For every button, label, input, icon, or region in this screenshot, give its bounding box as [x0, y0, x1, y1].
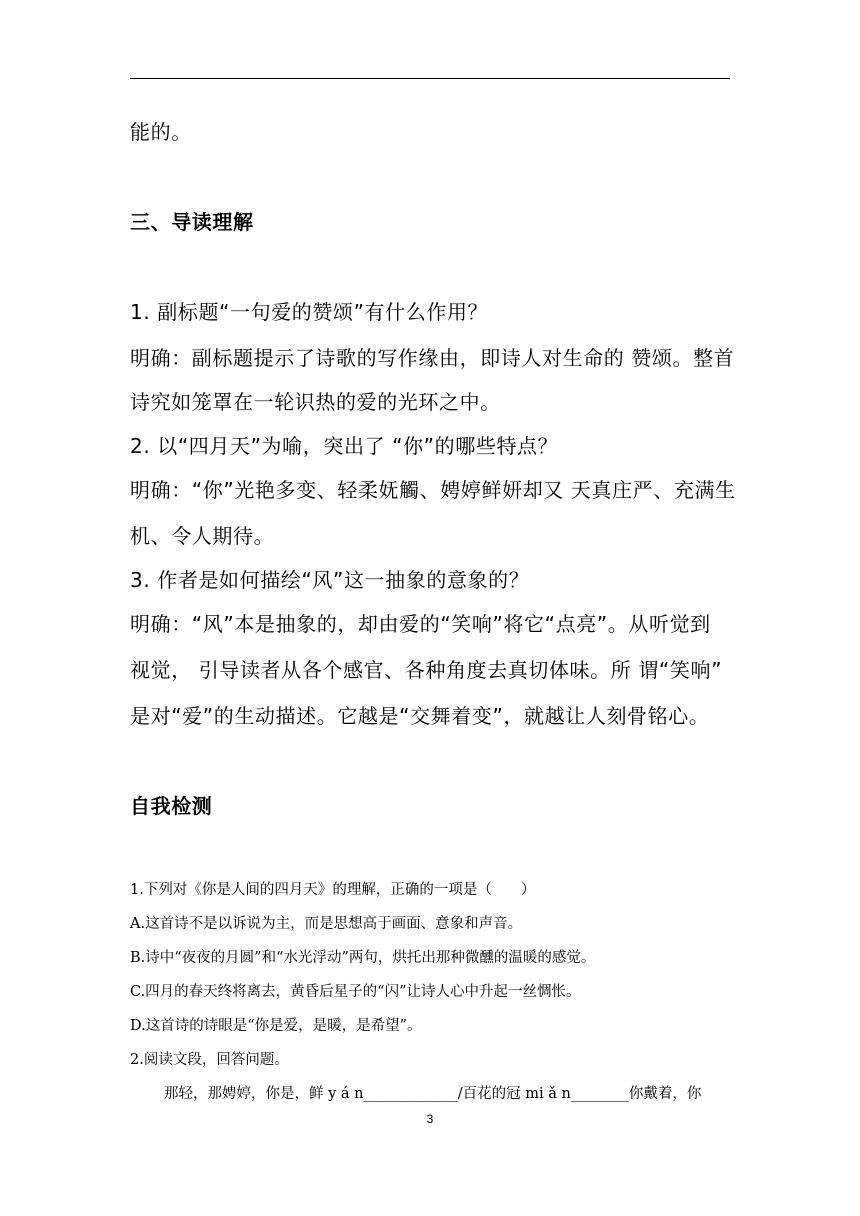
continuation-text: 能的。: [130, 120, 192, 144]
test-option-b: B.诗中“夜夜的月圆”和“水光浮动”两句，烘托出那种微醺的温暖的感觉。: [130, 950, 596, 966]
answer-3-line-3: 是对“爱”的生动描述。它越是“交舞着变”，就越让人刻骨铭心。: [130, 704, 710, 728]
self-check-heading: 自我检测: [130, 794, 213, 818]
answer-2-line-1: 明确：“你”光艳多变、轻柔妩觸、娉婷鲜妍却又 天真庄严、充满生: [130, 478, 736, 502]
reading-passage: 那轻，那娉婷，你是，鲜 y á n_____________/百花的冠 mi ǎ n________你戴着，你: [164, 1086, 702, 1102]
page-number: 3: [426, 1112, 434, 1126]
answer-1-line-2: 诗究如笼罩在一轮识热的爱的光环之中。: [130, 390, 501, 414]
answer-3-line-2: 视觉， 引导读者从各个感官、各种角度去真切体味。所 谓“笑响”: [130, 658, 723, 682]
test-question-1: 1.下列对《你是人间的四月天》的理解，正确的一项是（ ）: [130, 882, 536, 898]
test-option-a: A.这首诗不是以诉说为主，而是思想高于画面、意象和声音。: [130, 916, 523, 932]
test-option-c: C.四月的春天终将离去，黄昏后星子的“闪”让诗人心中升起一丝惆怅。: [130, 984, 581, 1000]
answer-1-line-1: 明确：副标题提示了诗歌的写作缘由，即诗人对生命的 赞颂。整首: [130, 346, 735, 370]
test-option-d: D.这首诗的诗眼是“你是爱，是暖，是希望”。: [130, 1018, 422, 1034]
question-3: 3. 作者是如何描绘“风”这一抽象的意象的？: [130, 568, 530, 592]
answer-2-line-2: 机、令人期待。: [130, 524, 275, 548]
question-1: 1. 副标题“一句爱的赞颂”有什么作用？: [130, 300, 489, 324]
header-rule: [130, 78, 730, 79]
section-heading: 三、导读理解: [130, 210, 254, 234]
answer-3-line-1: 明确：“风”本是抽象的，却由爱的“笑响”将它“点亮”。从听觉到: [130, 612, 711, 636]
question-2: 2. 以“四月天”为喻，突出了 “你”的哪些特点？: [130, 434, 559, 458]
test-question-2: 2.阅读文段，回答问题。: [130, 1052, 289, 1068]
